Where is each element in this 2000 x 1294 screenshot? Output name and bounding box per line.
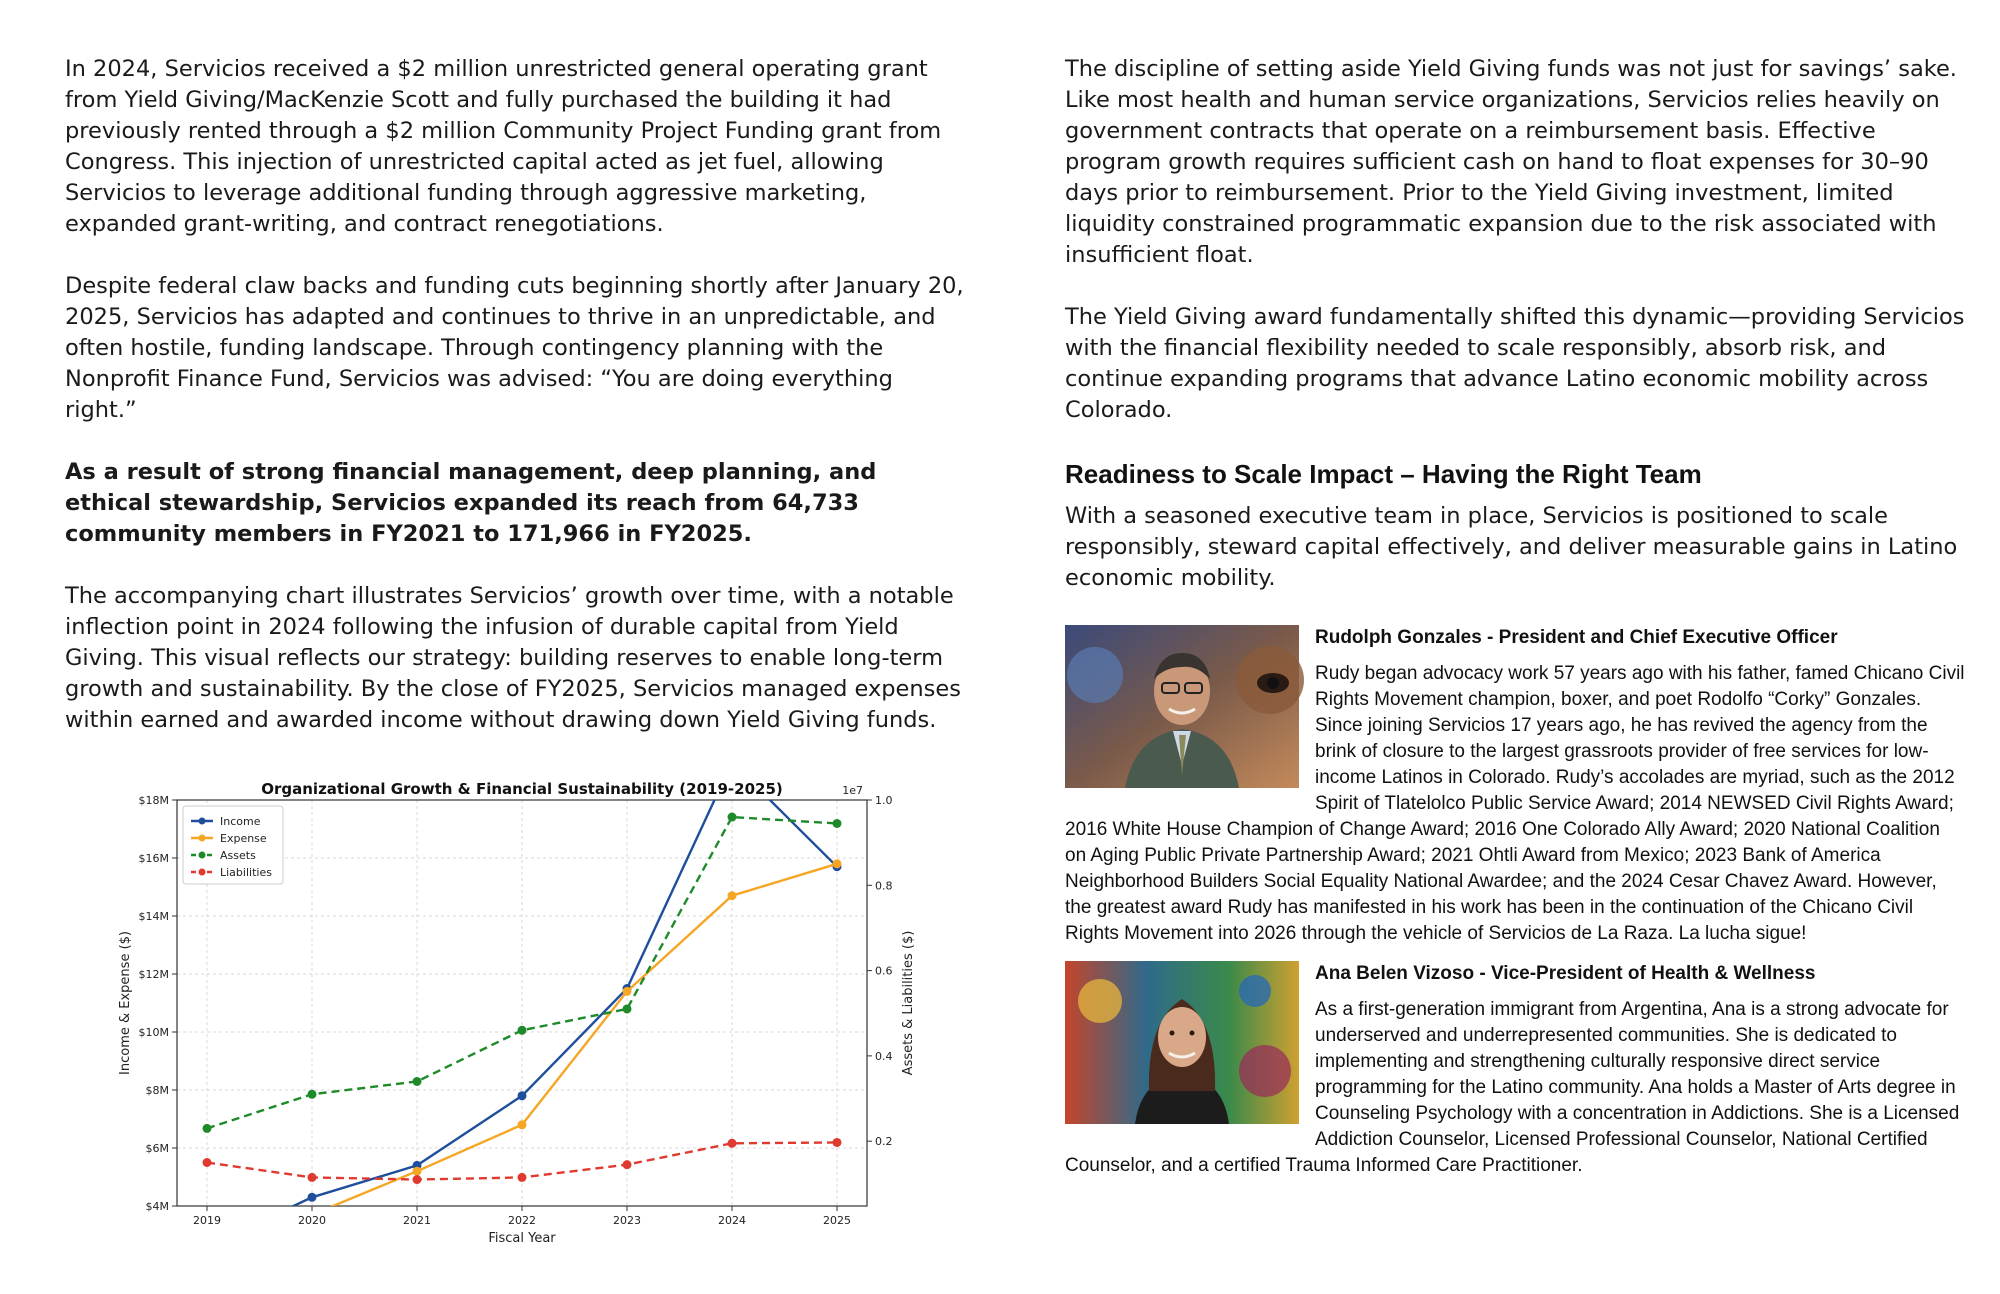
data-point-liabilities	[623, 1160, 632, 1169]
data-point-expense	[518, 1120, 527, 1129]
bio-name: Rudolph Gonzales - President and Chief Executive Officer	[1315, 627, 1838, 648]
data-point-assets	[833, 819, 842, 828]
y-tick-label: $6M	[145, 1142, 169, 1155]
rudolph-gonzales-photo	[1065, 625, 1299, 788]
bio-text: As a first-generation immigrant from Argentina, Ana is a strong advocate for underserved and underrepresented communities. She is dedicated to implementing and strengthening culturally responsive direct service programming for the Latino community. Ana holds a Master of Arts degree in Counseling Psychology with a concentration in Addictions. She is a Licensed Addiction Counselor, Licensed Professional Counselor, National Certified Counselor, and a certified Trauma Informed Care Practitioner.	[1065, 999, 1960, 1176]
y-right-tick-label: 0.4	[875, 1049, 893, 1063]
section-title: Readiness to Scale Impact – Having the Right Team	[1065, 459, 1702, 489]
data-point-income	[308, 1193, 317, 1202]
data-point-liabilities	[308, 1173, 317, 1182]
legend-marker-expense	[199, 835, 206, 842]
legend-label-expense: Expense	[220, 832, 267, 845]
x-tick-label: 2024	[718, 1214, 746, 1227]
paragraph-reimbursement-float: The discipline of setting aside Yield Giving funds was not just for savings’ sake. Like most health and human service organizations, Servicios relies heavily on government contracts that operate on a reimbursement basis. Effective program growth requires sufficient cash on hand to float expenses for 30–90 days prior to reimbursement. Prior to the Yield Giving investment, limited liquidity constrained programmatic expansion due to the risk associated with insufficient float.	[1065, 56, 1957, 268]
paragraph-dynamic-shift: The Yield Giving award fundamentally shifted this dynamic—providing Servicios with the financial flexibility needed to scale responsibly, absorb risk, and continue expanding programs that advance Latino economic mobility across Colorado.	[1065, 304, 1965, 423]
data-point-liabilities	[728, 1139, 737, 1148]
y-tick-label: $18M	[138, 794, 169, 807]
data-point-assets	[518, 1026, 527, 1035]
team-intro: With a seasoned executive team in place, Servicios is positioned to scale responsibly, steward capital effectively, and deliver measurable gains in Latino economic mobility.	[1065, 503, 1958, 591]
data-point-income	[518, 1091, 527, 1100]
paragraph-yield-giving-grant: In 2024, Servicios received a $2 million unrestricted general operating grant from Yield Giving/MacKenzie Scott and fully purchased the building it had previously rented through a $2 million Community Project Funding grant from Congress. This injection of unrestricted capital acted as jet fuel, allowing Servicios to leverage additional funding through aggressive marketing, expanded grant-writing, and contract renegotiations.	[65, 56, 942, 237]
legend-label-income: Income	[220, 815, 261, 828]
data-point-liabilities	[413, 1175, 422, 1184]
data-point-assets	[413, 1077, 422, 1086]
paragraph-funding-landscape: Despite federal claw backs and funding cuts beginning shortly after January 20, 2025, Servicios has adapted and continues to thrive in an unpredictable, and often hostile, funding landscape. Through contingency planning with the Nonprofit Finance Fund, Servicios was advised: “You are doing everything right.”	[65, 273, 964, 423]
x-tick-label: 2023	[613, 1214, 641, 1227]
data-point-expense	[413, 1167, 422, 1176]
ana-belen-vizoso-photo	[1065, 961, 1299, 1124]
bio-rudolph-gonzales	[1065, 625, 1965, 947]
y-right-tick-label: 0.2	[875, 1135, 893, 1149]
legend-marker-income	[199, 818, 206, 825]
chart-title: Organizational Growth & Financial Sustainability (2019-2025)	[261, 780, 783, 798]
y-right-tick-label: 0.6	[875, 964, 893, 978]
y-axis-label: Income & Expense ($)	[118, 931, 133, 1075]
right-column	[1065, 54, 1965, 1193]
data-point-income	[203, 1242, 212, 1251]
data-point-liabilities	[203, 1158, 212, 1167]
bio-ana-belen-vizoso	[1065, 961, 1965, 1179]
bio-text: Rudy began advocacy work 57 years ago with his father, famed Chicano Civil Rights Movement champion, boxer, and poet Rodolfo “Corky” Gonzales. Since joining Servicios 17 years ago, he has revived the agency from the brink of closure to the largest grassroots provider of free services for low-income Latinos in Colorado. Rudy’s accolades are myriad, such as the 2012 Spirit of Tlatelolco Public Service Award; 2014 NEWSED Civil Rights Award; 2016 White House Champion of Change Award; 2016 One Colorado Ally Award; 2020 National Coalition on Aging Public Private Partnership Award; 2021 Ohtli Award from Mexico; 2023 Bank of America Neighborhood Builders Social Equality National Awardee; and the 2024 Cesar Chavez Award. However, the greatest award Rudy has manifested in his work has been in the continuation of the Chicano Civil Rights Movement into 2026 through the vehicle of Servicios de La Raza. La lucha sigue!	[1065, 663, 1965, 944]
y-tick-label: $4M	[145, 1200, 169, 1213]
x-tick-label: 2025	[823, 1214, 851, 1227]
data-point-expense	[833, 859, 842, 868]
data-point-expense	[728, 891, 737, 900]
y-tick-label: $8M	[145, 1084, 169, 1097]
data-point-assets	[623, 1004, 632, 1013]
x-tick-label: 2020	[298, 1214, 326, 1227]
data-point-assets	[308, 1090, 317, 1099]
y-axis-label-right: Assets & Liabilities ($)	[901, 930, 916, 1076]
data-point-assets	[203, 1124, 212, 1133]
y-tick-label: $14M	[138, 910, 169, 923]
right-axis-scale-label: 1e7	[842, 784, 863, 797]
x-tick-label: 2021	[403, 1214, 431, 1227]
paragraph-chart-explanation: The accompanying chart illustrates Servicios’ growth over time, with a notable inflection point in 2024 following the infusion of durable capital from Yield Giving. This visual reflects our strategy: building reserves to enable long-term growth and sustainability. By the close of FY2025, Servicios managed expenses within earned and awarded income without drawing down Yield Giving funds.	[65, 583, 961, 733]
legend-label-assets: Assets	[220, 849, 256, 862]
x-tick-label: 2022	[508, 1214, 536, 1227]
left-column	[65, 54, 965, 767]
bio-name: Ana Belen Vizoso - Vice-President of Health & Wellness	[1315, 963, 1816, 984]
data-point-assets	[728, 813, 737, 822]
series-line-assets	[207, 817, 837, 1128]
legend-marker-assets	[199, 852, 206, 859]
y-right-tick-label: 1.0	[875, 794, 893, 807]
data-point-expense	[203, 1245, 212, 1254]
data-point-liabilities	[518, 1173, 527, 1182]
x-tick-label: 2019	[193, 1214, 221, 1227]
paragraph-reach-highlight: As a result of strong financial management, deep planning, and ethical stewardship, Servicios expanded its reach from 64,733 community members in FY2021 to 171,966 in FY2025.	[65, 459, 877, 547]
data-point-expense	[623, 987, 632, 996]
legend-marker-liabilities	[199, 869, 206, 876]
data-point-liabilities	[833, 1138, 842, 1147]
y-tick-label: $12M	[138, 968, 169, 981]
growth-chart	[112, 770, 916, 1246]
growth-chart-svg	[112, 770, 916, 1246]
y-tick-label: $16M	[138, 852, 169, 865]
y-tick-label: $10M	[138, 1026, 169, 1039]
x-axis-label: Fiscal Year	[488, 1231, 556, 1246]
y-right-tick-label: 0.8	[875, 879, 893, 893]
legend-label-liabilities: Liabilities	[220, 866, 272, 879]
